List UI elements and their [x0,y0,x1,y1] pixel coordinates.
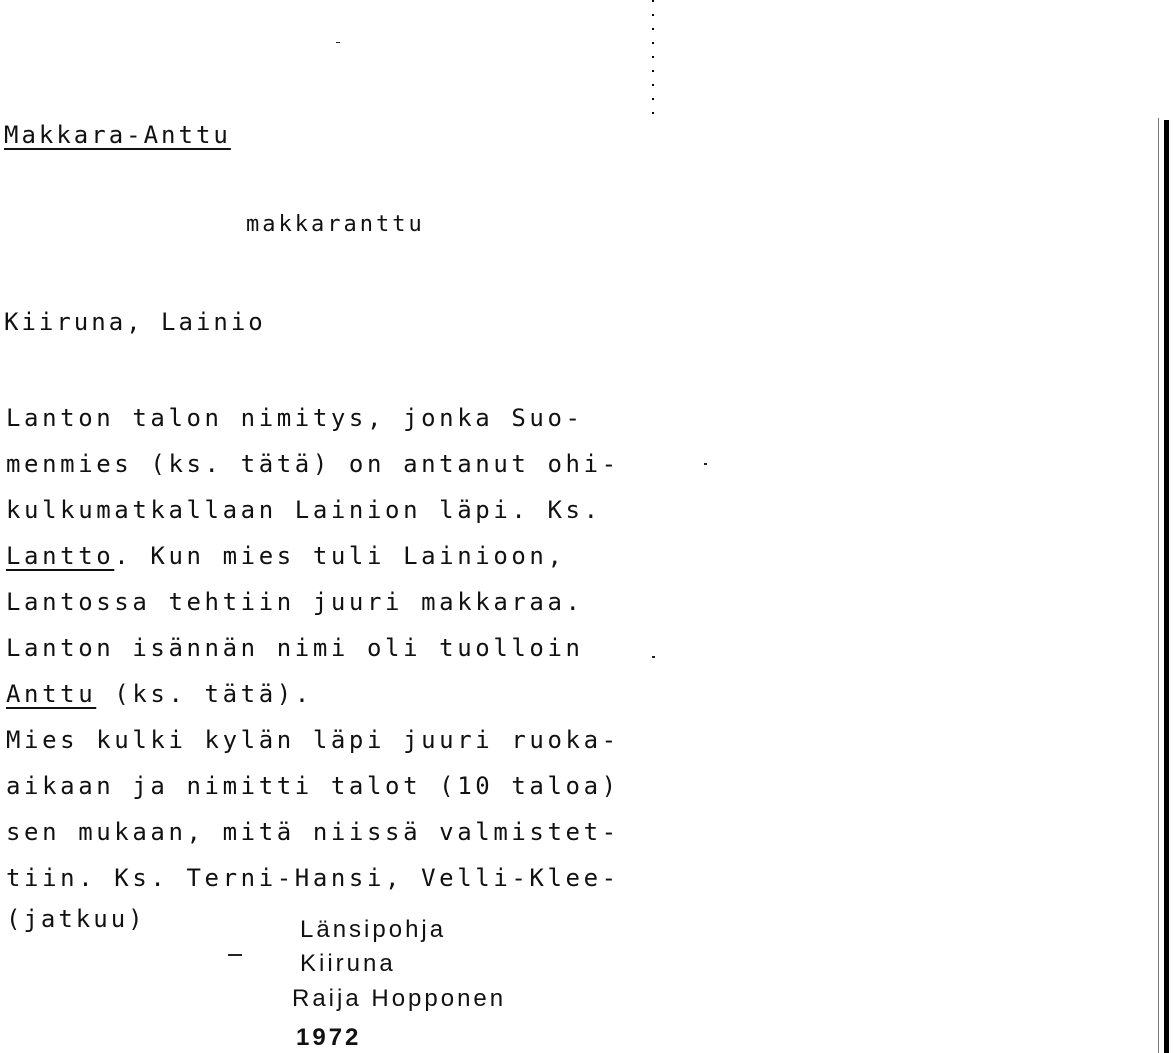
body-text-segment: menmies (ks. tätä) on antanut ohi- [6,450,620,478]
body-text-segment: (ks. tätä). [96,680,313,708]
body-line [6,855,620,901]
page-edge-line [1158,118,1159,1053]
body-line [6,487,620,533]
entry-title: Makkara-Anttu [4,121,231,149]
body-line [6,809,620,855]
body-line [6,579,620,625]
stamp-region: Länsipohja [300,916,447,943]
body-text-segment: sen mukaan, mitä niissä valmistet- [6,818,620,846]
body-line [6,671,620,717]
stamp-dash [228,954,242,956]
body-line [6,395,620,441]
body-text-segment: tiin. Ks. Terni-Hansi, Velli-Klee- [6,864,620,892]
place-line: Kiiruna, Lainio [4,308,266,336]
body-text-segment: Mies kulki kylän läpi juuri ruoka- [6,726,620,754]
body-line [6,763,620,809]
body-text-segment: aikaan ja nimitti talot (10 taloa) [6,772,620,800]
body-text-segment: kulkumatkallaan Lainion läpi. Ks. [6,496,602,524]
cross-reference-link: Lantto [6,542,115,570]
body-line [6,717,620,763]
speck [704,463,707,465]
body-text-segment: . Kun mies tuli Lainioon, [114,542,566,570]
page-edge [1164,120,1169,1053]
speck [652,656,655,658]
body-text-segment: Lanton talon nimitys, jonka Suo- [6,404,584,432]
continued-note: (jatkuu) [6,905,146,933]
speck [336,42,340,43]
body-line [6,533,620,579]
stamp-town: Kiiruna [300,950,396,977]
stamp-year: 1972 [296,1024,362,1051]
entry-body [6,395,620,901]
phonetic-transcription: makkaranttu [246,212,425,237]
body-text-segment: Lanton isännän nimi oli tuolloin [6,634,584,662]
body-line [6,441,620,487]
body-text-segment: Lantossa tehtiin juuri makkaraa. [6,588,584,616]
stamp-collector: Raija Hopponen [292,985,507,1012]
cross-reference-link: Anttu [6,680,97,708]
body-line [6,625,620,671]
margin-dots [652,0,654,120]
